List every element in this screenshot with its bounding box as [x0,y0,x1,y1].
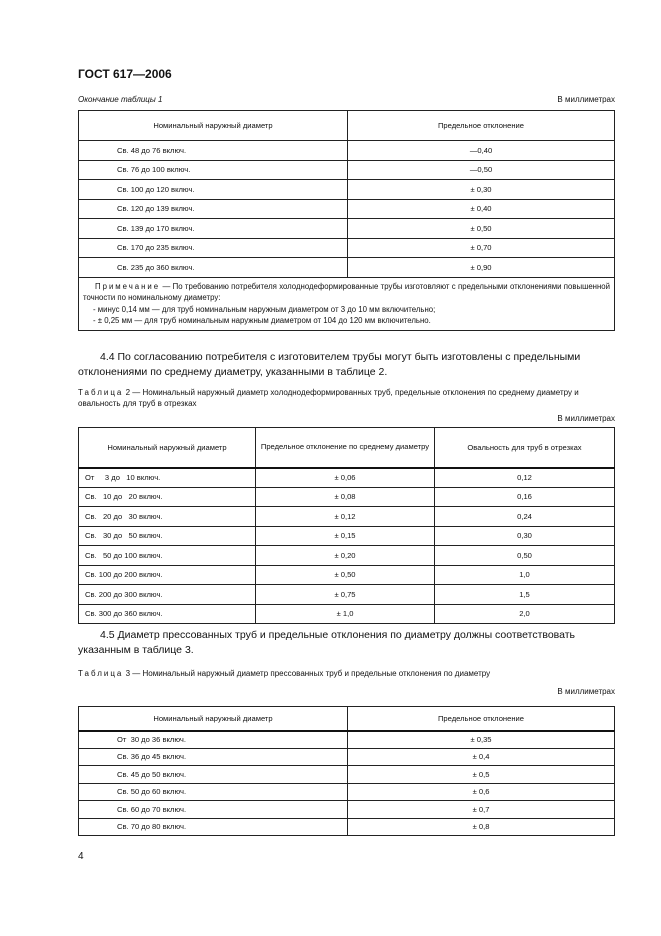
table-cell: ± 0,08 [256,487,435,507]
table-cell: От 3 до 10 включ. [79,468,256,488]
table-row [79,818,615,836]
table-cell: Св. 50 до 60 включ. [79,783,348,801]
table-cell: 1,0 [435,565,615,585]
table-cell: ± 0,4 [348,748,615,766]
note-label: Примечание [95,281,161,291]
table-cell: От 30 до 36 включ. [79,731,348,749]
table2-caption [78,387,615,409]
table-row [79,783,615,801]
paragraph-4-4: 4.4 По согласованию потребителя с изготовителем трубы могут быть изготовлены с предельными отклонениями по среднему диаметру, указанными в таблице 2. [78,351,581,378]
table-cell: 0,24 [435,507,615,527]
table-1 [78,110,615,331]
table-cell: Св. 10 до 20 включ. [79,487,256,507]
table-cell: Св. 60 до 70 включ. [79,801,348,819]
table-cell: Св. 235 до 360 включ. [79,258,348,278]
caption-text: 3 — Номинальный наружный диаметр прессованных труб и предельные отклонения по диаметру [123,669,491,678]
table-row [79,141,615,161]
table-label: Таблица [78,388,124,397]
table-cell: Св. 20 до 30 включ. [79,507,256,527]
table-row [79,585,615,605]
table-cell: Св. 48 до 76 включ. [79,141,348,161]
note-item: - ± 0,25 мм — для труб номинальным наружным диаметром от 104 до 120 мм включительно. [93,316,431,325]
table-cell: ± 0,06 [256,468,435,488]
table-row [79,507,615,527]
table3-units: В миллиметрах [557,687,615,696]
table-cell: 0,12 [435,468,615,488]
table-cell: Св. 50 до 100 включ. [79,546,256,566]
table-cell: ± 0,15 [256,526,435,546]
table-cell: ± 0,5 [348,766,615,784]
table-cell: ± 0,30 [348,180,615,200]
table-header: Предельное отклонение [348,707,615,731]
table-row [79,526,615,546]
table-cell: Св. 139 до 170 включ. [79,219,348,239]
table-cell: Св. 100 до 120 включ. [79,180,348,200]
table-cell: Св. 200 до 300 включ. [79,585,256,605]
table-cell: ± 0,7 [348,801,615,819]
table-cell: ± 0,90 [348,258,615,278]
table-label: Таблица [78,669,124,678]
paragraph-4-5: 4.5 Диаметр прессованных труб и предельные отклонения по диаметру должны соответствовать указанным в таблице 3. [78,629,576,656]
table-header: Предельное отклонение [348,111,615,141]
table-cell: Св. 76 до 100 включ. [79,160,348,180]
note-text: — По требованию потребителя холоднодеформированные трубы изготовляют с предельными отклонениями повышенной точности по номинальному диаметру: [83,281,610,302]
table-cell: —0,50 [348,160,615,180]
table-cell: ± 0,50 [256,565,435,585]
table-row [79,546,615,566]
table-cell: Св. 100 до 200 включ. [79,565,256,585]
table1-units: В миллиметрах [557,95,615,104]
note-item: - минус 0,14 мм — для труб номинальным наружным диаметром от 3 до 10 мм включительно; [93,304,436,314]
table-cell: ± 0,40 [348,199,615,219]
table-row [79,219,615,239]
table-cell: Св. 120 до 139 включ. [79,199,348,219]
document-header: ГОСТ 617—2006 [78,67,172,81]
table2-units: В миллиметрах [557,414,615,423]
table-row [79,160,615,180]
table-cell: 0,50 [435,546,615,566]
table-cell: ± 1,0 [256,604,435,624]
table1-caption: Окончание таблицы 1 [78,95,163,104]
table-header: Овальность для труб в отрезках [435,428,615,468]
table-cell: ± 0,70 [348,238,615,258]
table-cell: Св. 170 до 235 включ. [79,238,348,258]
table-cell: —0,40 [348,141,615,161]
table-row [79,748,615,766]
table-row [79,487,615,507]
page-number: 4 [78,851,84,862]
table-row [79,731,615,749]
table-header: Номинальный наружный диаметр [79,428,256,468]
table-cell: ± 0,50 [348,219,615,239]
table-row [79,604,615,624]
table-row [79,468,615,488]
table-row [79,766,615,784]
table-cell: 1,5 [435,585,615,605]
table-cell: Св. 30 до 50 включ. [79,526,256,546]
caption-text: 2 — Номинальный наружный диаметр холоднодеформированных труб, предельные отклонения по среднему диаметру и овальность для труб в отрезках [78,388,579,408]
table-cell: 0,16 [435,487,615,507]
table-row [79,199,615,219]
table-header: Предельное отклонение по среднему диаметру [256,428,435,468]
table-cell: 2,0 [435,604,615,624]
table-cell: ± 0,6 [348,783,615,801]
table-header: Номинальный наружный диаметр [79,707,348,731]
table-2 [78,427,615,624]
table-row [79,180,615,200]
table-row [79,258,615,278]
table-row [79,565,615,585]
table-row [79,238,615,258]
table3-caption [78,668,615,679]
table-cell: Св. 300 до 360 включ. [79,604,256,624]
table-row [79,801,615,819]
table-cell: ± 0,35 [348,731,615,749]
table-cell: ± 0,20 [256,546,435,566]
table-3 [78,706,615,836]
table-cell: Св. 70 до 80 включ. [79,818,348,836]
table-cell: ± 0,75 [256,585,435,605]
table-cell: 0,30 [435,526,615,546]
table-cell: Св. 36 до 45 включ. [79,748,348,766]
table1-note [79,277,615,330]
table-cell: ± 0,12 [256,507,435,527]
table-cell: Св. 45 до 50 включ. [79,766,348,784]
table-cell: ± 0,8 [348,818,615,836]
table-header: Номинальный наружный диаметр [79,111,348,141]
